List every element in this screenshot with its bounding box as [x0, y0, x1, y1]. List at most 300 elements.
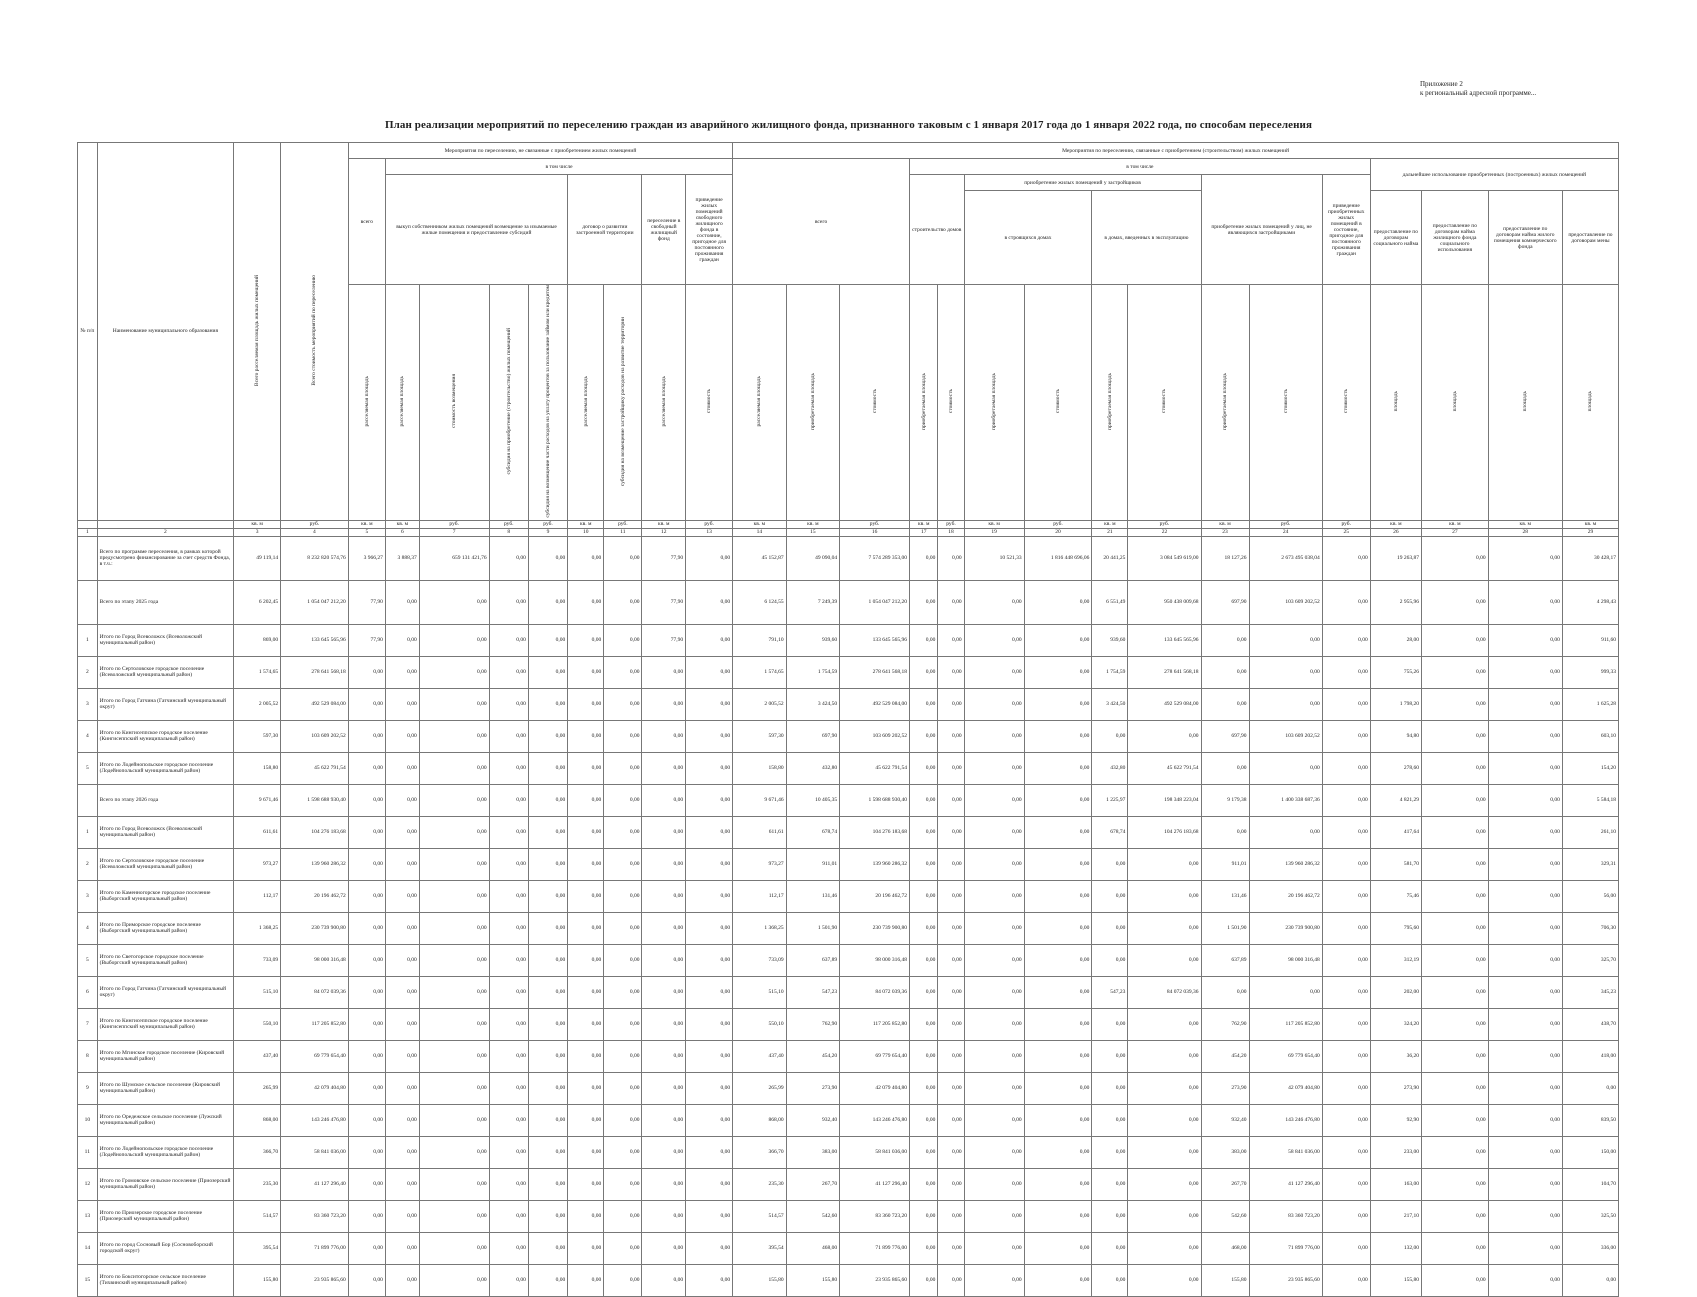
value-cell: 7 574 289 353,00	[840, 536, 910, 580]
value-cell: 1 368,25	[234, 912, 281, 944]
subheader-cell: приобретаемая площадь	[1201, 285, 1249, 521]
value-cell: 104 276 183,68	[1128, 816, 1201, 848]
value-cell: 515,10	[733, 976, 787, 1008]
value-cell: 547,23	[786, 976, 840, 1008]
value-cell: 0,00	[686, 752, 733, 784]
value-cell: 0,00	[1128, 848, 1201, 880]
value-cell: 139 960 286,32	[281, 848, 349, 880]
value-cell: 0,00	[604, 720, 642, 752]
value-cell: 0,00	[489, 688, 528, 720]
value-cell: 0,00	[419, 1104, 489, 1136]
value-cell: 0,00	[489, 624, 528, 656]
value-cell: 158,80	[733, 752, 787, 784]
value-cell: 0,00	[568, 1104, 604, 1136]
value-cell: 0,00	[1128, 1136, 1201, 1168]
unit-cell: руб.	[528, 520, 567, 528]
value-cell: 3 966,27	[348, 536, 385, 580]
value-cell: 0,00	[1092, 1136, 1128, 1168]
value-cell: 0,00	[419, 1136, 489, 1168]
value-cell: 0,00	[1488, 536, 1562, 580]
value-cell: 0,00	[910, 944, 938, 976]
value-cell: 0,00	[528, 1072, 567, 1104]
value-cell: 0,00	[642, 1168, 686, 1200]
value-cell: 603,10	[1562, 720, 1618, 752]
value-cell: 0,00	[348, 720, 385, 752]
value-cell: 454,20	[1201, 1040, 1249, 1072]
value-cell: 235,30	[733, 1168, 787, 1200]
value-cell: 0,00	[686, 1136, 733, 1168]
value-cell: 932,40	[1201, 1104, 1249, 1136]
table-row	[78, 1008, 1619, 1040]
value-cell: 0,00	[419, 656, 489, 688]
value-cell: 0,00	[642, 976, 686, 1008]
header-pred-socnaim: предоставление по договорам социального найма	[1370, 191, 1421, 285]
value-cell: 0,00	[604, 976, 642, 1008]
value-cell: 163,00	[1370, 1168, 1421, 1200]
value-cell: 0,00	[1128, 1104, 1201, 1136]
value-cell: 217,10	[1370, 1200, 1421, 1232]
municipality-name: Итого по Город Всеволожск (Всеволожский муниципальный район)	[97, 624, 233, 656]
value-cell: 0,00	[419, 1072, 489, 1104]
value-cell: 0,00	[604, 688, 642, 720]
value-cell: 0,00	[385, 816, 419, 848]
value-cell: 0,00	[385, 1136, 419, 1168]
subheader-cell: стоимость	[840, 285, 910, 521]
value-cell: 0,00	[489, 656, 528, 688]
value-cell: 94,80	[1370, 720, 1421, 752]
municipality-name: Итого по город Сосновый Бор (Сосновоборский городской округ)	[97, 1232, 233, 1264]
value-cell: 117 205 852,80	[281, 1008, 349, 1040]
value-cell: 278 641 568,18	[840, 656, 910, 688]
value-cell: 0,00	[642, 1264, 686, 1296]
value-cell: 0,00	[1422, 1104, 1489, 1136]
value-cell: 42 079 404,80	[1249, 1072, 1322, 1104]
value-cell: 0,00	[938, 784, 964, 816]
municipality-name: Итого по Кингисеппское городское поселение (Кингисеппский муниципальный район)	[97, 1008, 233, 1040]
column-number-cell: 1	[78, 528, 98, 536]
value-cell: 762,90	[786, 1008, 840, 1040]
value-cell: 0,00	[686, 912, 733, 944]
value-cell: 0,00	[1024, 912, 1092, 944]
value-cell: 0,00	[419, 912, 489, 944]
header-including-2: в том числе	[910, 159, 1371, 175]
column-number-cell: 27	[1422, 528, 1489, 536]
value-cell: 0,00	[1024, 784, 1092, 816]
value-cell: 0,00	[686, 880, 733, 912]
value-cell: 973,27	[733, 848, 787, 880]
value-cell: 41 127 296,40	[840, 1168, 910, 1200]
municipality-name: Итого по Мгинское городское поселение (Кировский муниципальный район)	[97, 1040, 233, 1072]
row-number: 1	[78, 624, 98, 656]
value-cell: 0,00	[385, 688, 419, 720]
value-cell: 611,61	[234, 816, 281, 848]
value-cell: 131,46	[1201, 880, 1249, 912]
value-cell: 0,00	[1092, 912, 1128, 944]
value-cell: 0,00	[1024, 624, 1092, 656]
value-cell: 0,00	[938, 848, 964, 880]
value-cell: 697,90	[1201, 580, 1249, 624]
value-cell: 0,00	[1024, 720, 1092, 752]
value-cell: 0,00	[385, 880, 419, 912]
value-cell: 49 090,04	[786, 536, 840, 580]
value-cell: 0,00	[419, 624, 489, 656]
value-cell: 2 005,52	[733, 688, 787, 720]
value-cell: 0,00	[348, 1264, 385, 1296]
value-cell: 0,00	[348, 1072, 385, 1104]
subheader-cell: расселяемая площадь	[568, 285, 604, 521]
header-group-acquisition: Мероприятия по переселению, связанные с приобретением (строительством) жилых помещений	[733, 143, 1619, 159]
value-cell: 30 428,17	[1562, 536, 1618, 580]
value-cell: 0,00	[964, 784, 1024, 816]
value-cell: 0,00	[419, 976, 489, 1008]
value-cell: 0,00	[1249, 688, 1322, 720]
value-cell: 0,00	[1422, 1168, 1489, 1200]
value-cell: 0,00	[964, 848, 1024, 880]
value-cell: 71 899 776,00	[281, 1232, 349, 1264]
value-cell: 0,00	[568, 1232, 604, 1264]
row-number: 12	[78, 1168, 98, 1200]
value-cell: 383,00	[786, 1136, 840, 1168]
value-cell: 0,00	[489, 1008, 528, 1040]
value-cell: 1 501,90	[1201, 912, 1249, 944]
value-cell: 0,00	[1092, 1232, 1128, 1264]
value-cell: 0,00	[489, 1264, 528, 1296]
value-cell: 0,00	[1488, 688, 1562, 720]
column-number-cell: 5	[348, 528, 385, 536]
value-cell: 336,00	[1562, 1232, 1618, 1264]
value-cell: 973,27	[234, 848, 281, 880]
value-cell: 0,00	[1562, 1072, 1618, 1104]
value-cell: 1 501,90	[786, 912, 840, 944]
header-pereselenie: переселение в свободный жилищный фонд	[642, 175, 686, 285]
value-cell: 697,90	[786, 720, 840, 752]
value-cell: 0,00	[604, 1168, 642, 1200]
header-vsego-1: всего	[348, 159, 385, 285]
subheader-cell: стоимость	[1249, 285, 1322, 521]
value-cell: 868,00	[234, 1104, 281, 1136]
unit-cell: руб.	[686, 520, 733, 528]
value-cell: 0,00	[938, 688, 964, 720]
value-cell: 0,00	[1488, 944, 1562, 976]
value-cell: 383,00	[1201, 1136, 1249, 1168]
value-cell: 36,20	[1370, 1040, 1421, 1072]
value-cell: 0,00	[528, 656, 567, 688]
value-cell: 0,00	[604, 1232, 642, 1264]
value-cell: 0,00	[1488, 624, 1562, 656]
municipality-name: Итого по Громовское сельское поселение (Приозерский муниципальный район)	[97, 1168, 233, 1200]
value-cell: 0,00	[910, 1104, 938, 1136]
value-cell: 0,00	[568, 1200, 604, 1232]
value-cell: 1 400 338 687,36	[1249, 784, 1322, 816]
value-cell: 0,00	[1128, 1168, 1201, 1200]
value-cell: 0,00	[528, 784, 567, 816]
subheader-cell: субсидия на приобретение (строительство) жилых помещений	[489, 285, 528, 521]
value-cell: 10 521,33	[964, 536, 1024, 580]
municipality-name: Итого по Светогорское городское поселение (Выборгский муниципальный район)	[97, 944, 233, 976]
value-cell: 103 609 202,52	[840, 720, 910, 752]
value-cell: 230 739 900,80	[1249, 912, 1322, 944]
value-cell: 0,00	[1092, 1040, 1128, 1072]
row-number: 4	[78, 912, 98, 944]
units-blank-cell	[78, 520, 98, 528]
value-cell: 1 574,65	[234, 656, 281, 688]
unit-cell: руб.	[419, 520, 489, 528]
column-number-cell: 19	[964, 528, 1024, 536]
unit-cell: кв. м	[642, 520, 686, 528]
subheader-cell: площадь	[1562, 285, 1618, 521]
subheader-cell: расселяемая площадь	[348, 285, 385, 521]
column-number-cell: 18	[938, 528, 964, 536]
value-cell: 155,80	[1201, 1264, 1249, 1296]
value-cell: 0,00	[642, 656, 686, 688]
header-including-1: в том числе	[385, 159, 732, 175]
value-cell: 0,00	[1024, 976, 1092, 1008]
value-cell: 0,00	[938, 1008, 964, 1040]
value-cell: 267,70	[1201, 1168, 1249, 1200]
value-cell: 42 079 404,80	[840, 1072, 910, 1104]
table-row	[78, 848, 1619, 880]
unit-cell: кв. м	[385, 520, 419, 528]
document-title: План реализации мероприятий по переселению граждан из аварийного жилищного фонда, признанного таковым с 1 января 2017 года до 1 января 2022 года, по способам переселения	[384, 119, 1313, 131]
value-cell: 0,00	[348, 944, 385, 976]
value-cell: 0,00	[1322, 720, 1370, 752]
value-cell: 0,00	[604, 784, 642, 816]
value-cell: 0,00	[1422, 656, 1489, 688]
value-cell: 0,00	[686, 1200, 733, 1232]
value-cell: 0,00	[348, 912, 385, 944]
value-cell: 0,00	[964, 816, 1024, 848]
value-cell: 133 645 565,96	[281, 624, 349, 656]
value-cell: 0,00	[604, 816, 642, 848]
value-cell: 0,00	[642, 912, 686, 944]
value-cell: 265,99	[234, 1072, 281, 1104]
value-cell: 999,33	[1562, 656, 1618, 688]
subheader-cell: приобретаемая площадь	[964, 285, 1024, 521]
value-cell: 0,00	[938, 1104, 964, 1136]
value-cell: 0,00	[489, 580, 528, 624]
column-number-cell: 17	[910, 528, 938, 536]
value-cell: 132,00	[1370, 1232, 1421, 1264]
unit-cell: кв. м	[1092, 520, 1128, 528]
table-row	[78, 912, 1619, 944]
value-cell: 6 124,55	[733, 580, 787, 624]
value-cell: 0,00	[686, 1232, 733, 1264]
value-cell: 0,00	[910, 1136, 938, 1168]
table-row	[78, 1040, 1619, 1072]
value-cell: 0,00	[1201, 976, 1249, 1008]
value-cell: 77,90	[642, 536, 686, 580]
value-cell: 69 779 654,40	[1249, 1040, 1322, 1072]
value-cell: 0,00	[604, 1136, 642, 1168]
value-cell: 45 622 791,54	[1128, 752, 1201, 784]
value-cell: 0,00	[419, 580, 489, 624]
column-number-cell: 10	[568, 528, 604, 536]
table-row	[78, 1168, 1619, 1200]
municipality-name: Итого по Приморское городское поселение (Выборгский муниципальный район)	[97, 912, 233, 944]
value-cell: 0,00	[1322, 1072, 1370, 1104]
value-cell: 0,00	[1322, 752, 1370, 784]
value-cell: 2 673 495 038,04	[1249, 536, 1322, 580]
value-cell: 0,00	[642, 1072, 686, 1104]
value-cell: 0,00	[1488, 1008, 1562, 1040]
value-cell: 950 438 009,68	[1128, 580, 1201, 624]
value-cell: 733,09	[733, 944, 787, 976]
municipality-name: Всего по программе переселения, в рамках которой предусмотрено финансирование за счет средств Фонда, в т.ч.:	[97, 536, 233, 580]
value-cell: 0,00	[419, 944, 489, 976]
municipality-name: Всего по этапу 2026 года	[97, 784, 233, 816]
value-cell: 0,00	[1092, 1072, 1128, 1104]
value-cell: 0,00	[1024, 688, 1092, 720]
value-cell: 0,00	[1422, 1200, 1489, 1232]
value-cell: 0,00	[604, 1264, 642, 1296]
unit-cell: кв. м	[1422, 520, 1489, 528]
value-cell: 697,90	[1201, 720, 1249, 752]
value-cell: 0,00	[910, 784, 938, 816]
value-cell: 0,00	[642, 1040, 686, 1072]
subheader-cell: расселяемая площадь	[385, 285, 419, 521]
value-cell: 0,00	[528, 848, 567, 880]
value-cell: 3 084 549 619,00	[1128, 536, 1201, 580]
value-cell: 0,00	[604, 848, 642, 880]
value-cell: 0,00	[1488, 1200, 1562, 1232]
municipality-name: Итого по Лодейнопольское городское поселение (Лодейнопольский муниципальный район)	[97, 752, 233, 784]
value-cell: 0,00	[1092, 1200, 1128, 1232]
value-cell: 0,00	[938, 1072, 964, 1104]
value-cell: 0,00	[1422, 752, 1489, 784]
value-cell: 0,00	[419, 720, 489, 752]
value-cell: 678,74	[1092, 816, 1128, 848]
value-cell: 0,00	[348, 1008, 385, 1040]
value-cell: 18 127,26	[1201, 536, 1249, 580]
value-cell: 0,00	[938, 1040, 964, 1072]
value-cell: 117 205 852,80	[840, 1008, 910, 1040]
value-cell: 155,80	[234, 1264, 281, 1296]
value-cell: 139 960 286,32	[1249, 848, 1322, 880]
value-cell: 0,00	[1488, 720, 1562, 752]
value-cell: 0,00	[489, 1040, 528, 1072]
table-row	[78, 1104, 1619, 1136]
value-cell: 1 625,28	[1562, 688, 1618, 720]
value-cell: 0,00	[1092, 1264, 1128, 1296]
value-cell: 0,00	[568, 912, 604, 944]
value-cell: 0,00	[528, 752, 567, 784]
value-cell: 0,00	[910, 688, 938, 720]
value-cell: 0,00	[964, 1040, 1024, 1072]
value-cell: 155,80	[786, 1264, 840, 1296]
row-number	[78, 784, 98, 816]
value-cell: 0,00	[1024, 1200, 1092, 1232]
header-v-domakh-vvedennykh: в домах, введенных в эксплуатацию	[1092, 191, 1201, 285]
value-cell: 0,00	[385, 1072, 419, 1104]
value-cell: 0,00	[938, 944, 964, 976]
value-cell: 0,00	[686, 1072, 733, 1104]
value-cell: 0,00	[1488, 1104, 1562, 1136]
value-cell: 0,00	[385, 1264, 419, 1296]
value-cell: 454,20	[786, 1040, 840, 1072]
value-cell: 0,00	[568, 880, 604, 912]
value-cell: 0,00	[568, 1040, 604, 1072]
table-row	[78, 784, 1619, 816]
value-cell: 0,00	[686, 656, 733, 688]
value-cell: 0,00	[1422, 720, 1489, 752]
value-cell: 0,00	[489, 752, 528, 784]
value-cell: 0,00	[964, 580, 1024, 624]
value-cell: 1 598 688 930,40	[281, 784, 349, 816]
value-cell: 0,00	[964, 1200, 1024, 1232]
value-cell: 0,00	[1488, 1040, 1562, 1072]
value-cell: 1 054 047 212,20	[281, 580, 349, 624]
municipality-name: Итого по Сертоловское городское поселение (Всеволожский муниципальный район)	[97, 848, 233, 880]
value-cell: 56,00	[1562, 880, 1618, 912]
municipality-name: Итого по Оредежское сельское поселение (Лужский муниципальный район)	[97, 1104, 233, 1136]
value-cell: 0,00	[686, 720, 733, 752]
value-cell: 0,00	[910, 912, 938, 944]
value-cell: 103 609 202,52	[1249, 720, 1322, 752]
value-cell: 0,00	[1488, 848, 1562, 880]
value-cell: 0,00	[1422, 1040, 1489, 1072]
unit-cell: кв. м	[910, 520, 938, 528]
value-cell: 0,00	[489, 1232, 528, 1264]
value-cell: 0,00	[489, 1136, 528, 1168]
value-cell: 0,00	[1422, 976, 1489, 1008]
value-cell: 0,00	[1322, 536, 1370, 580]
value-cell: 366,70	[733, 1136, 787, 1168]
value-cell: 0,00	[385, 944, 419, 976]
value-cell: 0,00	[489, 944, 528, 976]
value-cell: 0,00	[1488, 784, 1562, 816]
municipality-name: Итого по Каменногорское городское поселение (Выборгский муниципальный район)	[97, 880, 233, 912]
value-cell: 9 671,46	[234, 784, 281, 816]
value-cell: 267,70	[786, 1168, 840, 1200]
value-cell: 0,00	[964, 1104, 1024, 1136]
value-cell: 0,00	[348, 976, 385, 1008]
value-cell: 42 079 404,80	[281, 1072, 349, 1104]
value-cell: 133 645 565,96	[840, 624, 910, 656]
value-cell: 0,00	[348, 656, 385, 688]
value-cell: 0,00	[1024, 1168, 1092, 1200]
value-cell: 325,50	[1562, 1200, 1618, 1232]
value-cell: 0,00	[642, 1008, 686, 1040]
value-cell: 0,00	[348, 784, 385, 816]
value-cell: 0,00	[1249, 624, 1322, 656]
value-cell: 0,00	[528, 1104, 567, 1136]
value-cell: 278,60	[1370, 752, 1421, 784]
value-cell: 0,00	[528, 912, 567, 944]
value-cell: 0,00	[1322, 944, 1370, 976]
value-cell: 0,00	[348, 880, 385, 912]
value-cell: 0,00	[964, 1232, 1024, 1264]
value-cell: 395,54	[234, 1232, 281, 1264]
value-cell: 0,00	[348, 1104, 385, 1136]
unit-cell: руб.	[489, 520, 528, 528]
value-cell: 0,00	[568, 688, 604, 720]
value-cell: 0,00	[604, 624, 642, 656]
value-cell: 0,00	[1024, 656, 1092, 688]
value-cell: 0,00	[1024, 752, 1092, 784]
value-cell: 0,00	[528, 1264, 567, 1296]
value-cell: 345,23	[1562, 976, 1618, 1008]
column-number-cell: 21	[1092, 528, 1128, 536]
value-cell: 0,00	[385, 720, 419, 752]
column-number-cell: 15	[786, 528, 840, 536]
value-cell: 0,00	[348, 848, 385, 880]
value-cell: 0,00	[642, 784, 686, 816]
value-cell: 0,00	[604, 1200, 642, 1232]
value-cell: 20 196 462,72	[1249, 880, 1322, 912]
value-cell: 0,00	[528, 944, 567, 976]
value-cell: 0,00	[642, 1200, 686, 1232]
value-cell: 869,00	[234, 624, 281, 656]
